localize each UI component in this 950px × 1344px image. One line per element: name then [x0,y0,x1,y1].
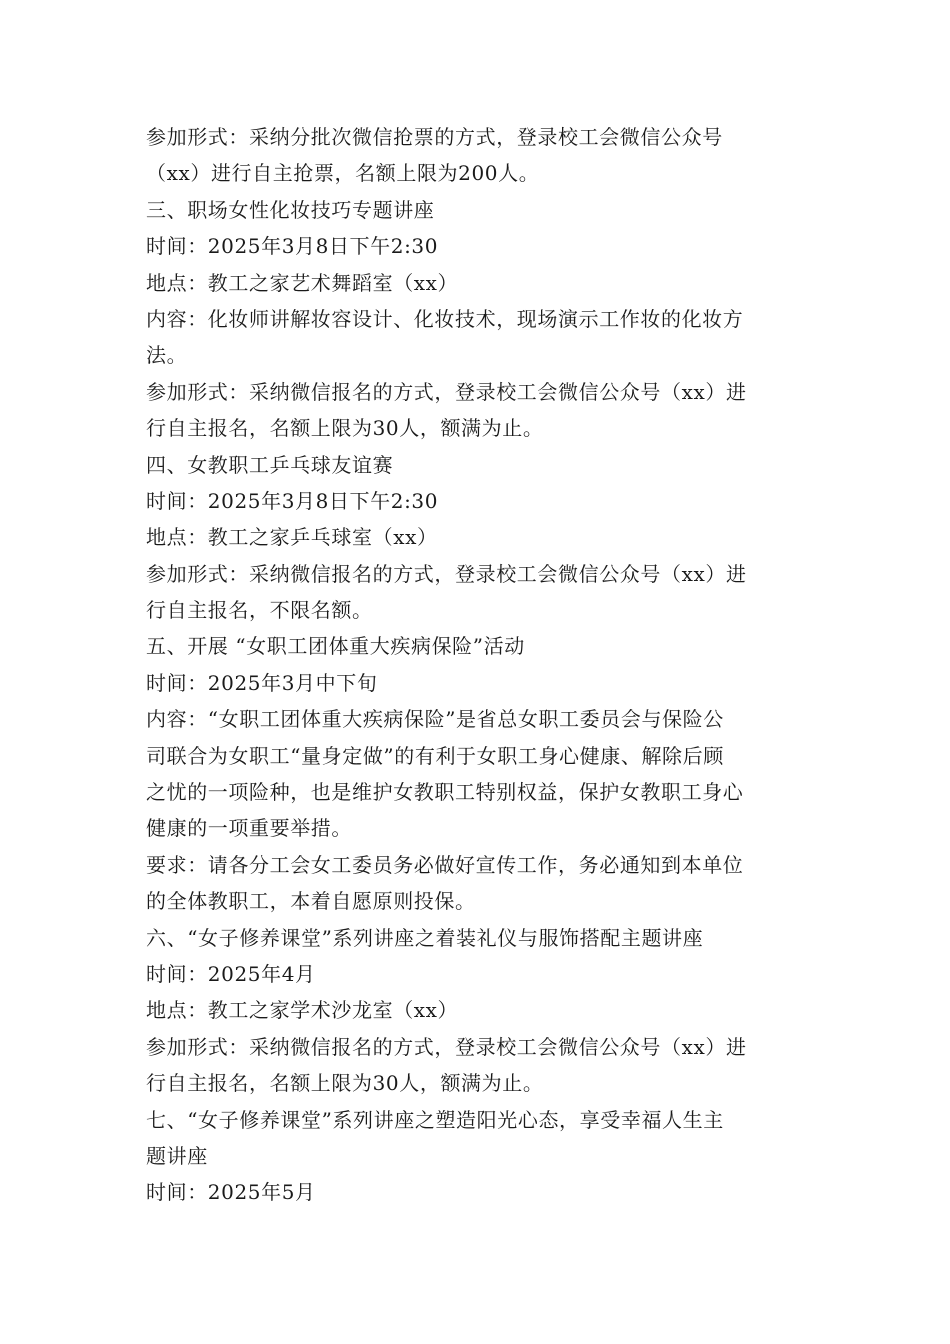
text-line: 之忧的一项险种，也是维护女教职工特别权益，保护女教职工身心 [146,780,744,805]
section-heading: 四、女教职工乒乓球友谊赛 [146,452,394,477]
text-line: （xx）进行自主抢票，名额上限为200人。 [146,161,540,186]
text-line: 题讲座 [146,1143,208,1168]
text-line: 时间：2025年5月 [146,1180,316,1205]
text-line: 健康的一项重要举措。 [146,816,352,841]
text-line: 地点：教工之家学术沙龙室（xx） [146,998,459,1023]
text-line: 时间：2025年4月 [146,961,316,986]
section-heading: 七、“女子修养课堂”系列讲座之塑造阳光心态，享受幸福人生主 [146,1107,724,1132]
document-body [146,119,810,1211]
text-line: 参加形式：采纳微信报名的方式，登录校工会微信公众号（xx）进 [146,561,747,586]
text-line: 内容：“女职工团体重大疾病保险”是省总女职工委员会与保险公 [146,707,724,732]
text-line: 地点：教工之家艺术舞蹈室（xx） [146,270,459,295]
text-line: 内容：化妆师讲解妆容设计、化妆技术，现场演示工作妆的化妆方 [146,306,744,331]
text-line: 地点：教工之家乒乓球室（xx） [146,525,438,550]
text-line: 参加形式：采纳微信报名的方式，登录校工会微信公众号（xx）进 [146,1034,747,1059]
text-line: 司联合为女职工“量身定做”的有利于女职工身心健康、解除后顾 [146,743,724,768]
text-line: 时间：2025年3月8日下午2:30 [146,488,439,513]
text-line: 行自主报名，名额上限为30人，额满为止。 [146,1071,544,1096]
text-line: 的全体教职工，本着自愿原则投保。 [146,889,476,914]
text-line: 要求：请各分工会女工委员务必做好宣传工作，务必通知到本单位 [146,852,744,877]
section-heading: 五、开展 “女职工团体重大疾病保险”活动 [146,634,525,659]
text-line: 行自主报名，不限名额。 [146,598,373,623]
text-line: 时间：2025年3月8日下午2:30 [146,234,439,259]
text-line: 参加形式：采纳微信报名的方式，登录校工会微信公众号（xx）进 [146,379,747,404]
text-line: 时间：2025年3月中下旬 [146,670,378,695]
section-heading: 三、职场女性化妆技巧专题讲座 [146,197,435,222]
section-heading: 六、“女子修养课堂”系列讲座之着装礼仪与服饰搭配主题讲座 [146,925,704,950]
text-line: 行自主报名，名额上限为30人，额满为止。 [146,416,544,441]
text-line: 法。 [146,343,188,368]
text-line: 参加形式：采纳分批次微信抢票的方式，登录校工会微信公众号 [146,125,723,149]
